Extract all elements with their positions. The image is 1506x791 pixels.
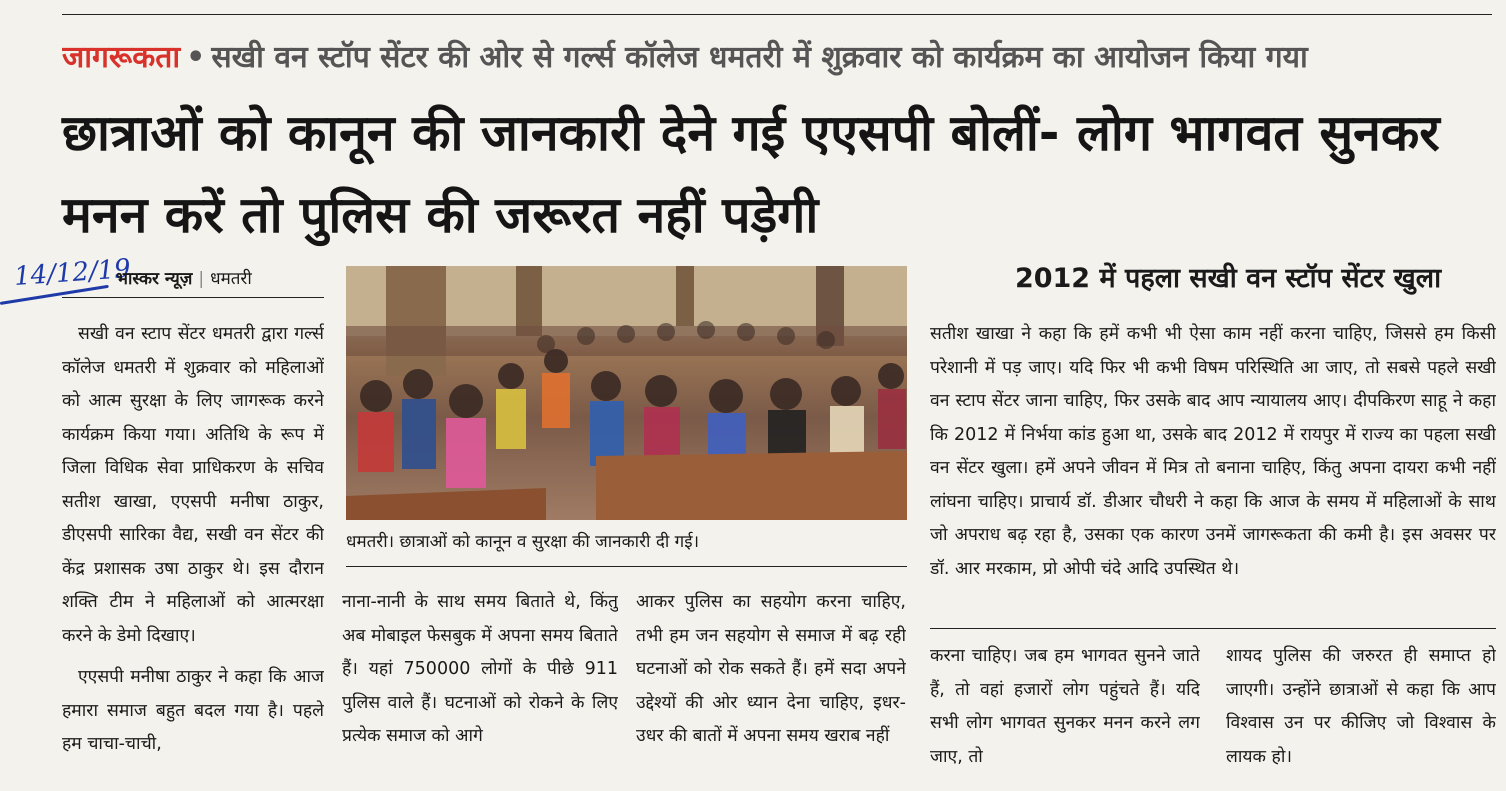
photo-illustration (346, 266, 907, 520)
kicker-text: सखी वन स्टॉप सेंटर की ओर से गर्ल्स कॉलेज धमतरी में शुक्रवार को कार्यक्रम का आयोजन किया गया (211, 40, 1308, 75)
byline-separator: | (198, 269, 205, 289)
classroom-photo (346, 266, 907, 520)
kicker-tag: जागरूकता (62, 40, 181, 75)
kicker-bullet: • (186, 40, 206, 75)
byline-rule (62, 297, 324, 298)
column-3: आकर पुलिस का सहयोग करना चाहिए, तभी हम जन सहयोग से समाज में बढ़ रही घटनाओं को रोक सकते हैं। हमें सदा अपने उद्देश्यों की ओर ध्यान देना चाहिए, इधर-उधर की बातों में अपना समय खराब नहीं (636, 592, 906, 746)
right-rule (930, 628, 1496, 629)
headline: छात्राओं को कानून की जानकारी देने गई एएसपी बोलीं- लोग भागवत सुनकर मनन करें तो पुलिस की जरूरत नहीं पड़ेगी (62, 104, 1440, 244)
handwritten-date: 14/12/19 (13, 253, 132, 293)
caption-rule (346, 566, 907, 567)
column-2: नाना-नानी के साथ समय बिताते थे, किंतु अब मोबाइल फेसबुक में अपना समय बिताते हैं। यहां 750000 लोगों के पीछे 911 पुलिस वाले हैं। घटनाओं को रोकने के लिए प्रत्येक समाज को आगे (342, 592, 618, 746)
column-1-para-1: सखी वन स्टाप सेंटर धमतरी द्वारा गर्ल्स कॉलेज धमतरी में शुक्रवार को महिलाओं को आत्म सुरक्षा के लिए जागरूक करने कार्यक्रम किया गया। अतिथि के रूप में जिला विधिक सेवा प्राधिकरण के सचिव सतीश खाखा, एएसपी मनीषा ठाकुर, डीएसपी सारिका वैद्य, सखी वन सेंटर की केंद्र प्रशासक उषा ठाकुर थे। इस दौरान शक्ति टीम ने महिलाओं को आत्मरक्षा करने के डेमो दिखाए। (62, 324, 324, 646)
kicker (62, 36, 1492, 80)
right-main-text: सतीश खाखा ने कहा कि हमें कभी भी ऐसा काम नहीं करना चाहिए, जिससे हम किसी परेशानी में पड़ जाए। यदि फिर भी कभी विषम परिस्थिति आ जाए, तो सबसे पहले सखी वन स्टाप सेंटर जाना चाहिए, फिर उसके बाद आप न्यायालय आए। दीपकिरण साहू ने कहा कि 2012 में निर्भया कांड हुआ था, उसके बाद 2012 में रायपुर में राज्य का पहला सखी वन सेंटर खुला। हमें अपने जीवन में मित्र तो बनाना चाहिए, किंतु अपना दायरा कभी नहीं लांघना चाहिए। प्राचार्य डॉ. डीआर चौधरी ने कहा कि आज के समय में महिलाओं के साथ जो अपराध बढ़ रहा है, उसका एक कारण उनमें जागरूकता की कमी है। इस अवसर पर डॉ. आर मरकाम, प्रो ओपी चंदे आदि उपस्थित थे। (930, 324, 1496, 579)
subhead: 2012 में पहला सखी वन स्टॉप सेंटर खुला (1014, 263, 1442, 294)
column-1 (62, 318, 324, 778)
byline-source: भास्कर न्यूज़ (116, 269, 193, 289)
byline (116, 266, 252, 289)
column-4: करना चाहिए। जब हम भागवत सुनने जाते हैं, तो वहां हजारों लोग पहुंचते हैं। यदि सभी लोग भागवत सुनकर मनन करने लग जाए, तो (930, 646, 1200, 767)
top-rule (62, 14, 1492, 15)
byline-city: धमतरी (210, 269, 252, 289)
photo-caption: धमतरी। छात्राओं को कानून व सुरक्षा की जानकारी दी गई। (346, 532, 700, 552)
column-5: शायद पुलिस की जरुरत ही समाप्त हो जाएगी। उन्होंने छात्राओं से कहा कि आप विश्वास उन पर कीजिए जो विश्वास के लायक हो। (1226, 646, 1496, 767)
column-1-para-2: एएसपी मनीषा ठाकुर ने कहा कि आज हमारा समाज बहुत बदल गया है। पहले हम चाचा-चाची, (62, 667, 324, 754)
